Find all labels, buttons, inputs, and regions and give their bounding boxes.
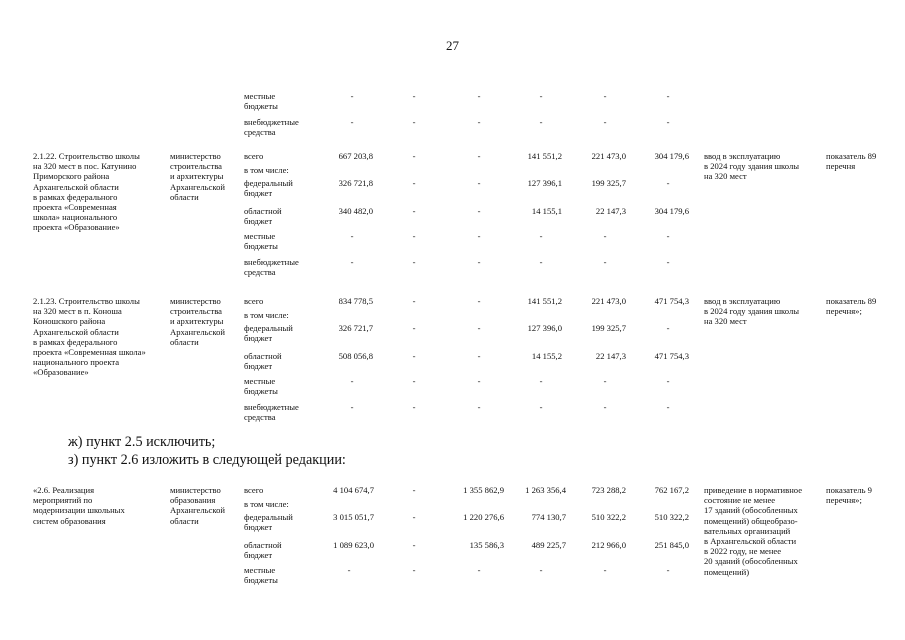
measure-indicator: показатель 9 перечня»; [826,485,872,506]
funding-source: местные бюджеты [244,91,278,112]
amount-cell: 1 220 276,6 [463,512,504,522]
amount-cell: 834 778,5 [338,296,373,306]
funding-source: в том числе: [244,165,289,175]
funding-source: местные бюджеты [244,231,278,252]
measure-result: ввод в эксплуатацию в 2024 году здания школы на 320 мест [704,151,800,182]
amount-cell: - [412,485,416,495]
amount-cell: 135 586,3 [469,540,504,550]
amount-cell: - [350,257,354,267]
amount-cell: - [477,257,481,267]
funding-source: всего [244,296,264,306]
amount-cell: - [539,402,543,412]
amount-cell: 508 056,8 [338,351,373,361]
amount-cell: - [477,565,481,575]
funding-source: областной бюджет [244,206,282,227]
amount-cell: - [603,376,607,386]
amount-cell: - [539,565,543,575]
measure-executor: министерство строительства и архитектуры Архангельской области [170,151,225,202]
amendment-heading: ж) пункт 2.5 исключить; [68,434,216,450]
amount-cell: 326 721,8 [338,178,373,188]
amount-cell: 3 015 051,7 [333,512,374,522]
amount-cell: 489 225,7 [531,540,566,550]
amount-cell: 141 551,2 [527,151,562,161]
amount-cell: 4 104 674,7 [333,485,374,495]
amount-cell: - [412,376,416,386]
funding-source: внебюджетные средства [244,117,299,138]
amount-cell: 774 130,7 [531,512,566,522]
amount-cell: - [412,512,416,522]
amount-cell: - [412,323,416,333]
amount-cell: 1 089 623,0 [333,540,374,550]
amount-cell: 199 325,7 [591,323,626,333]
funding-source: всего [244,485,264,495]
amount-cell: - [350,402,354,412]
measure-executor: министерство образования Архангельской области [170,485,225,526]
amount-cell: 471 754,3 [654,296,689,306]
amount-cell: 1 263 356,4 [525,485,566,495]
amount-cell: - [350,91,354,101]
amount-cell: 14 155,1 [531,206,562,216]
amount-cell: - [412,151,416,161]
amount-cell: 510 322,2 [591,512,626,522]
amount-cell: - [477,178,481,188]
amount-cell: - [350,117,354,127]
amount-cell: - [412,178,416,188]
amount-cell: 199 325,7 [591,178,626,188]
amount-cell: - [477,231,481,241]
amount-cell: - [412,402,416,412]
amount-cell: 510 322,2 [654,512,689,522]
amount-cell: 723 288,2 [591,485,626,495]
amount-cell: 304 179,6 [654,206,689,216]
amount-cell: 221 473,0 [591,296,626,306]
amount-cell: - [412,351,416,361]
funding-source: федеральный бюджет [244,323,293,344]
amount-cell: - [539,257,543,267]
amount-cell: 221 473,0 [591,151,626,161]
funding-source: внебюджетные средства [244,257,299,278]
amendment-heading: з) пункт 2.6 изложить в следующей редакции: [68,452,346,468]
amount-cell: - [412,540,416,550]
amount-cell: - [666,402,670,412]
measure-name: 2.1.22. Строительство школы на 320 мест в пос. Катунино Приморского района Архангельской области в рамках федерального проекта «Современная школа» национального проекта «Образование» [33,151,140,233]
amount-cell: - [412,296,416,306]
measure-executor: министерство строительства и архитектуры Архангельской области [170,296,225,347]
amount-cell: 667 203,8 [338,151,373,161]
funding-source: в том числе: [244,499,289,509]
amount-cell: - [603,565,607,575]
amount-cell: 127 396,1 [527,178,562,188]
funding-source: всего [244,151,264,161]
amount-cell: 212 966,0 [591,540,626,550]
measure-indicator: показатель 89 перечня [826,151,877,172]
measure-name: «2.6. Реализация мероприятий по модернизации школьных систем образования [33,485,125,526]
measure-indicator: показатель 89 перечня»; [826,296,877,317]
funding-source: местные бюджеты [244,376,278,397]
amount-cell: 304 179,6 [654,151,689,161]
amount-cell: - [666,117,670,127]
amount-cell: - [477,323,481,333]
amount-cell: 22 147,3 [595,206,626,216]
amount-cell: - [666,231,670,241]
amount-cell: - [477,206,481,216]
amount-cell: - [412,206,416,216]
funding-source: местные бюджеты [244,565,278,586]
amount-cell: - [477,91,481,101]
page-number: 27 [446,38,459,53]
amount-cell: - [539,231,543,241]
amount-cell: - [350,376,354,386]
amount-cell: - [412,257,416,267]
measure-name: 2.1.23. Строительство школы на 320 мест в п. Коноша Коношского района Архангельской области в рамках федерального проекта «Современная школа» национального проекта «Образование» [33,296,146,378]
funding-source: внебюджетные средства [244,402,299,423]
amount-cell: - [477,151,481,161]
amount-cell: 340 482,0 [338,206,373,216]
amount-cell: 326 721,7 [338,323,373,333]
amount-cell: - [350,231,354,241]
funding-source: областной бюджет [244,540,282,561]
amount-cell: - [477,117,481,127]
amount-cell: - [666,376,670,386]
amount-cell: - [603,257,607,267]
amount-cell: - [603,231,607,241]
amount-cell: 22 147,3 [595,351,626,361]
funding-source: федеральный бюджет [244,178,293,199]
amount-cell: - [666,565,670,575]
funding-source: областной бюджет [244,351,282,372]
amount-cell: 1 355 862,9 [463,485,504,495]
amount-cell: - [347,565,351,575]
amount-cell: - [412,117,416,127]
amount-cell: 762 167,2 [654,485,689,495]
amount-cell: 251 845,0 [654,540,689,550]
amount-cell: - [603,91,607,101]
amount-cell: - [539,117,543,127]
measure-result: ввод в эксплуатацию в 2024 году здания школы на 320 мест [704,296,800,327]
funding-source: в том числе: [244,310,289,320]
amount-cell: - [477,351,481,361]
amount-cell: - [666,178,670,188]
amount-cell: - [412,565,416,575]
measure-result: приведение в нормативное состояние не менее 17 зданий (обособленных помещений) общеобразо- вательных организаций в Архангельской области в 2022 году, не менее 20 зданий (обособленных помещений) [704,485,803,577]
amount-cell: - [603,402,607,412]
amount-cell: - [539,376,543,386]
amount-cell: - [477,402,481,412]
amount-cell: - [477,296,481,306]
amount-cell: - [666,91,670,101]
amount-cell: - [666,323,670,333]
amount-cell: 141 551,2 [527,296,562,306]
amount-cell: - [477,376,481,386]
amount-cell: - [412,231,416,241]
amount-cell: - [539,91,543,101]
amount-cell: - [666,257,670,267]
amount-cell: - [603,117,607,127]
amount-cell: - [412,91,416,101]
amount-cell: 471 754,3 [654,351,689,361]
amount-cell: 127 396,0 [527,323,562,333]
amount-cell: 14 155,2 [531,351,562,361]
funding-source: федеральный бюджет [244,512,293,533]
